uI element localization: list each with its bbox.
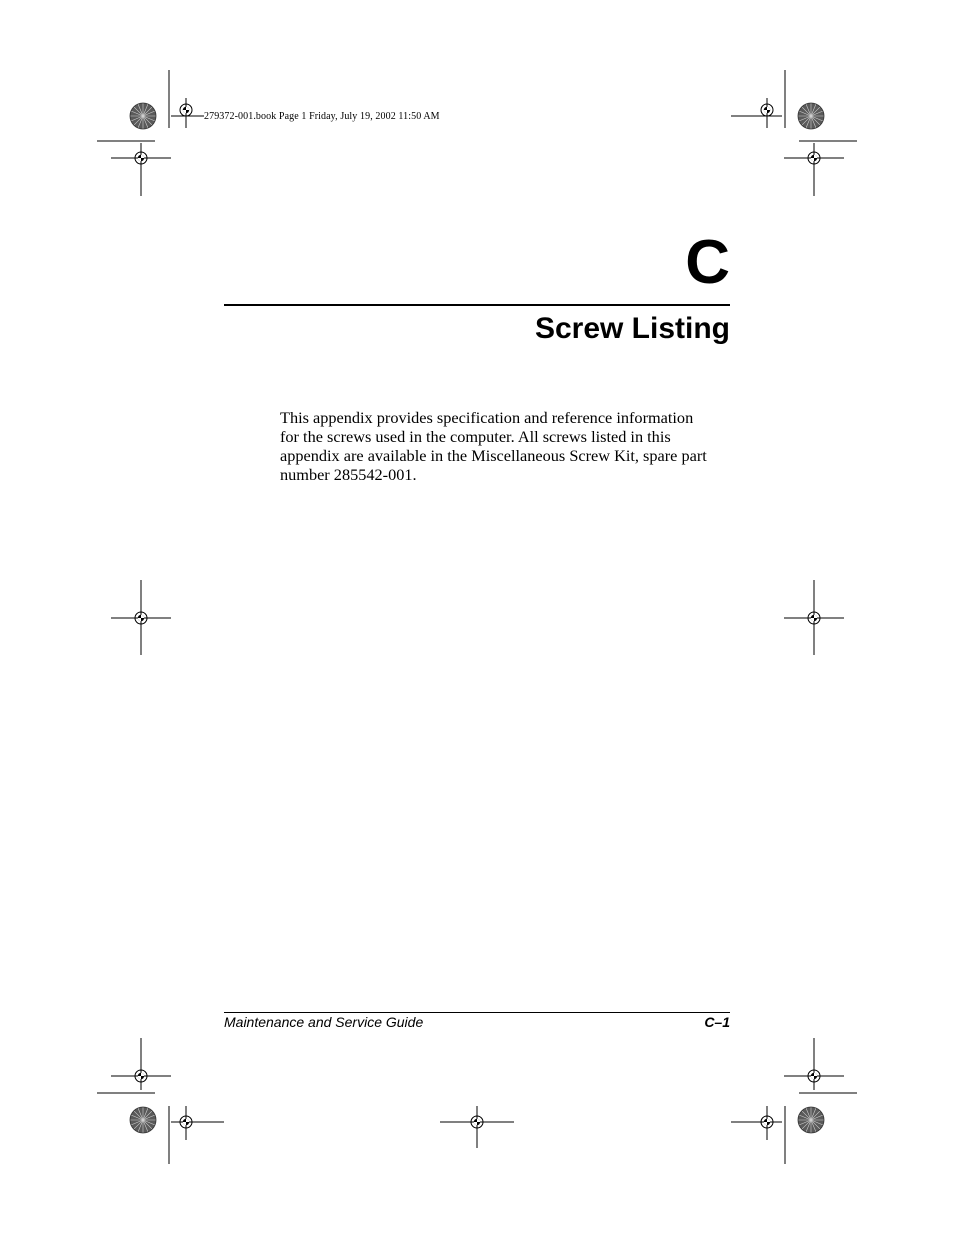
- paragraph-line: This appendix provides specification and reference information: [280, 408, 694, 427]
- footer-guide-title: Maintenance and Service Guide: [224, 1014, 424, 1030]
- footer-rule: [224, 1012, 730, 1013]
- print-slug-line: 279372-001.book Page 1 Friday, July 19, 2002 11:50 AM: [204, 111, 440, 122]
- intro-paragraph: [280, 408, 732, 484]
- title-rule: [224, 304, 730, 306]
- footer-page-number: C–1: [704, 1014, 730, 1030]
- registration-starburst-bottom-right: [798, 1107, 824, 1133]
- paragraph-line: number 285542-001.: [280, 465, 417, 484]
- registration-starburst-top-right: [798, 103, 824, 129]
- chapter-letter: C: [685, 228, 730, 297]
- registration-starburst-top-left: [130, 103, 156, 129]
- chapter-title: Screw Listing: [534, 312, 730, 345]
- registration-starburst-bottom-left: [130, 1107, 156, 1133]
- paragraph-line: appendix are available in the Miscellaneous Screw Kit, spare part: [280, 446, 707, 465]
- paragraph-line: for the screws used in the computer. All screws listed in this: [280, 427, 671, 446]
